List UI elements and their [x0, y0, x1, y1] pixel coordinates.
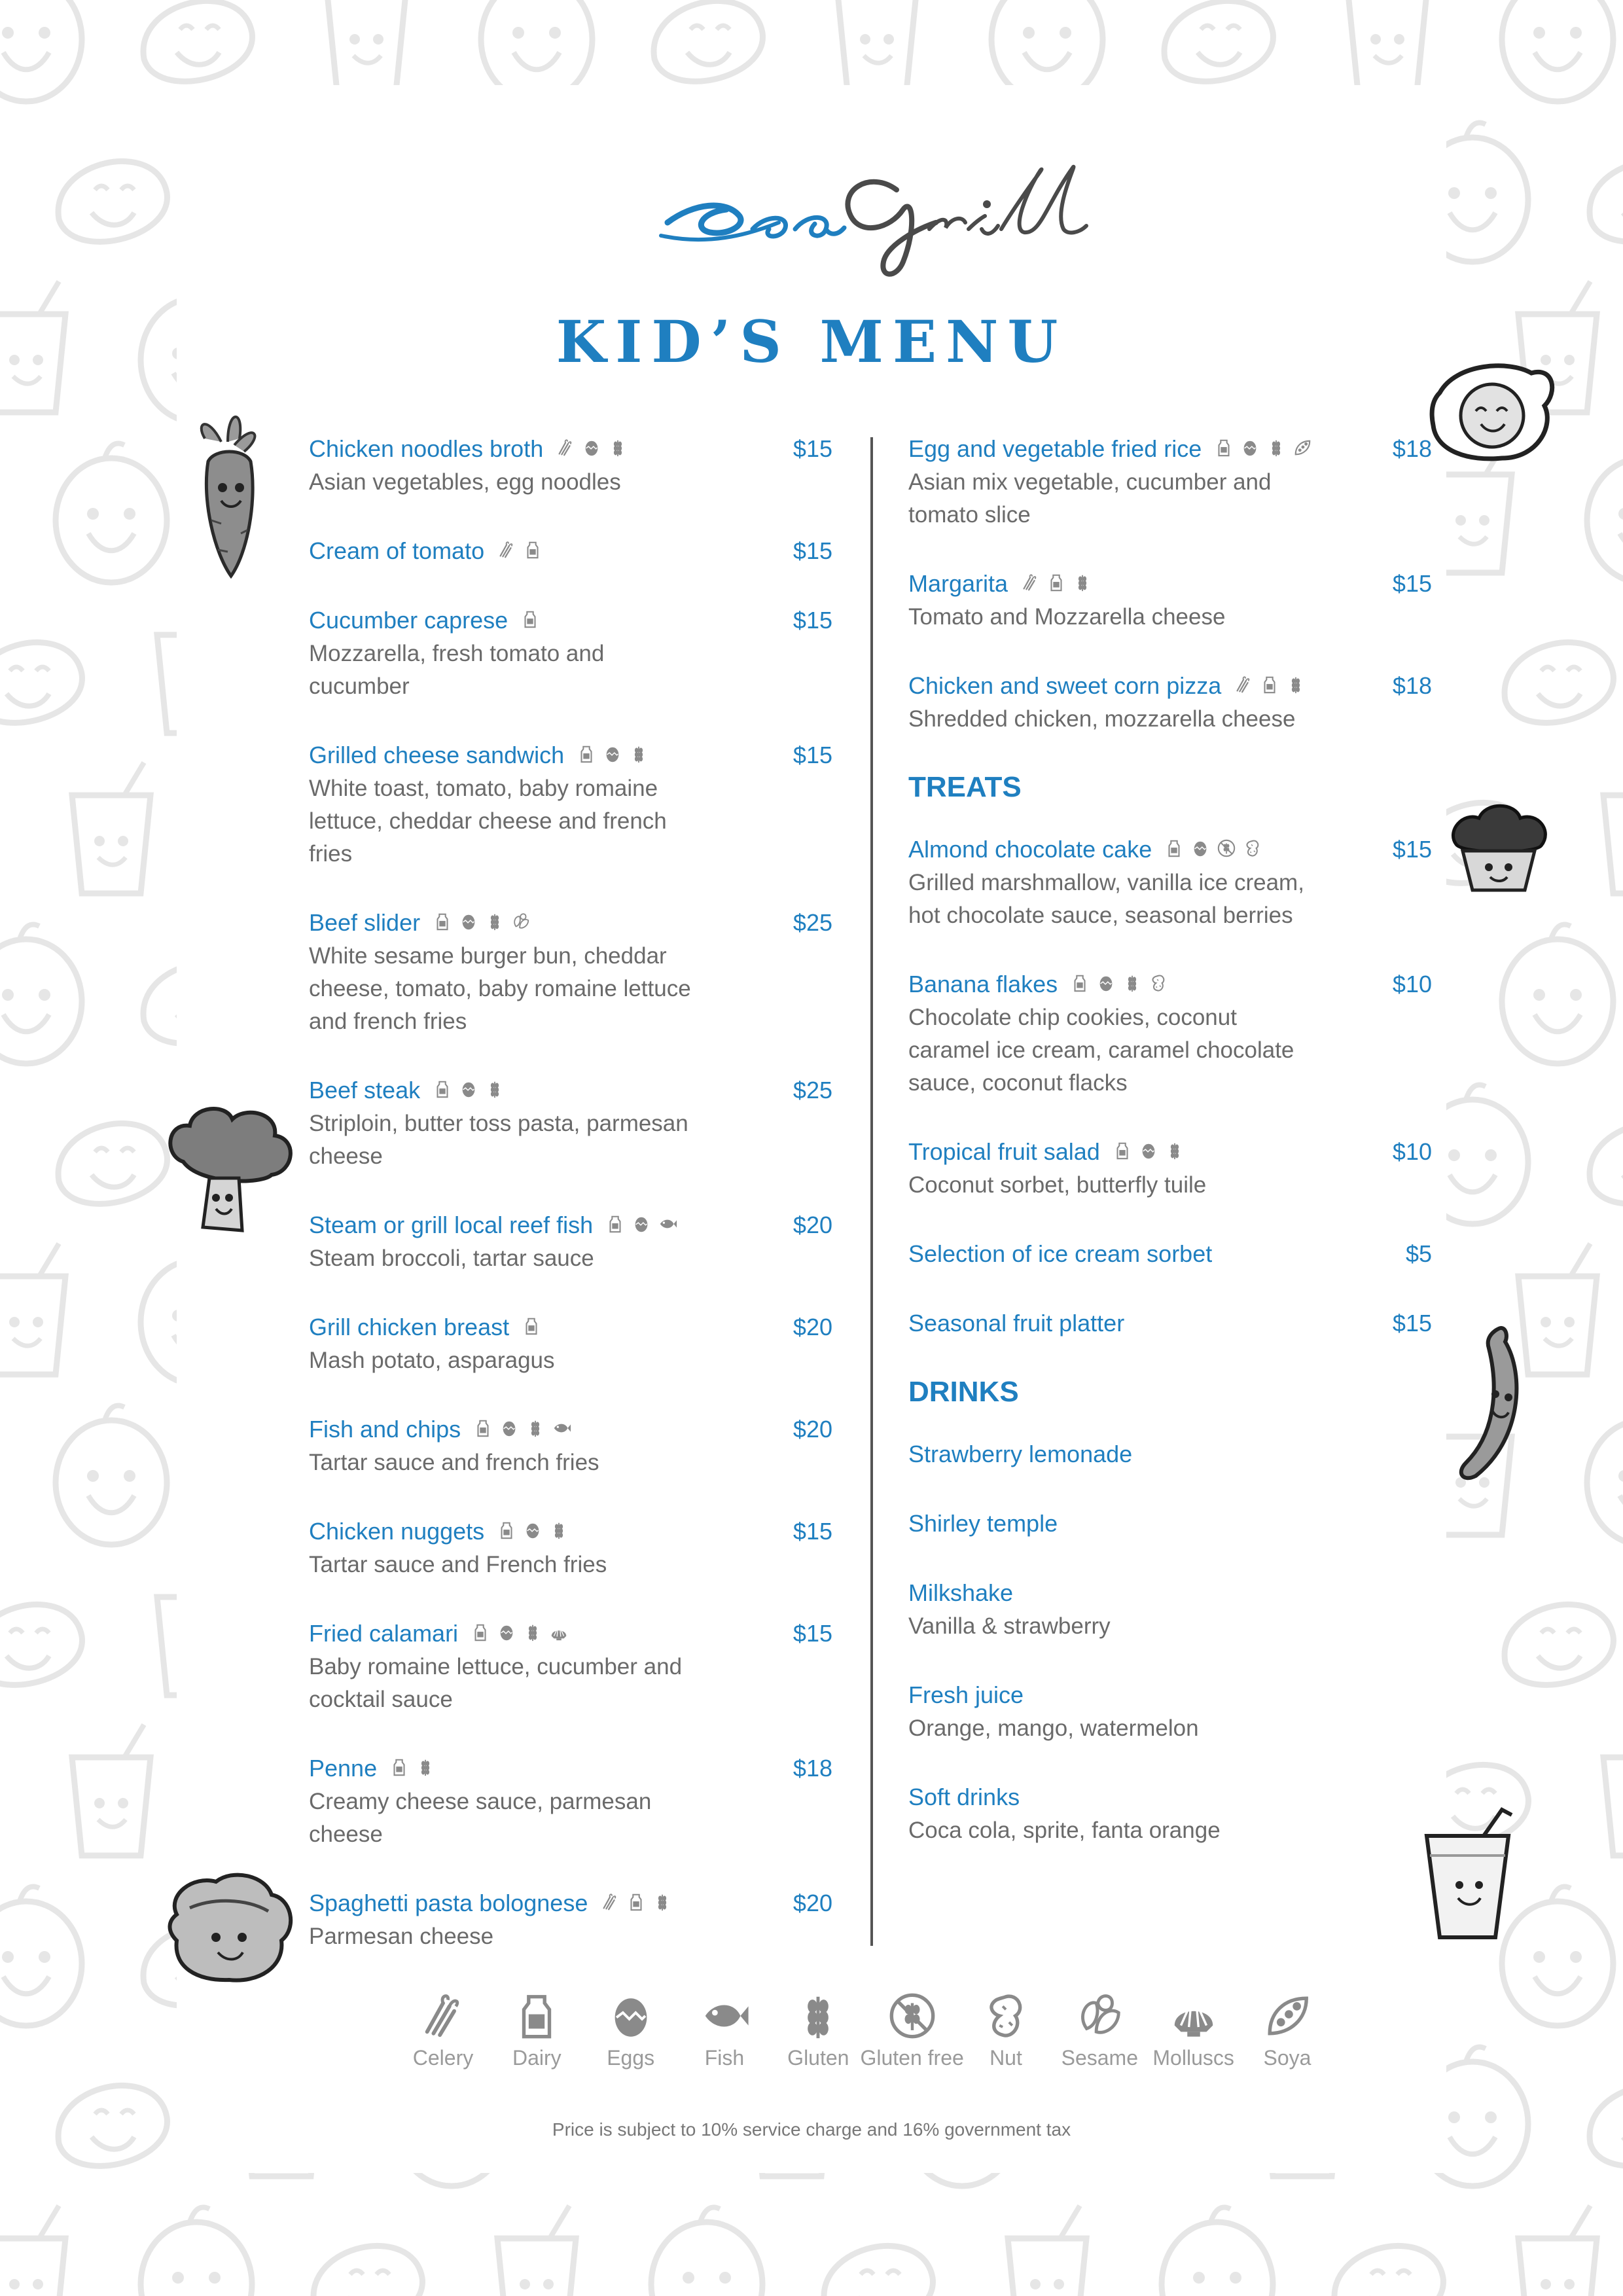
- item-price: $15: [793, 1620, 832, 1647]
- item-price: $25: [793, 1077, 832, 1103]
- menu-item: [309, 1412, 832, 1479]
- item-name: Spaghetti pasta bolognese: [309, 1890, 588, 1916]
- broccoli-mascot-illustration: [164, 1103, 301, 1240]
- doodle-face: [1502, 925, 1613, 1064]
- gluten-icon: [1286, 675, 1306, 698]
- item-price: $15: [793, 1518, 832, 1545]
- soya-icon: [1261, 1990, 1313, 2042]
- celery-icon: [1020, 573, 1040, 596]
- eggs-icon: [497, 1623, 516, 1645]
- item-name: Milkshake: [908, 1579, 1014, 1606]
- allergen-icons: [429, 1079, 508, 1102]
- doodle-face: [56, 1406, 167, 1545]
- dairy-icon: [523, 540, 543, 563]
- eggs-icon: [1190, 838, 1210, 861]
- doodle-face: [0, 1887, 82, 2026]
- nut-icon: [1149, 973, 1168, 996]
- allergen-icons: [386, 1757, 438, 1780]
- doodle-face: [0, 0, 82, 101]
- menu-item: [908, 1678, 1432, 1745]
- doodle-face: [56, 444, 167, 583]
- gluten-icon: [485, 912, 505, 935]
- item-name: Seasonal fruit platter: [908, 1310, 1125, 1336]
- cabbage-mascot-illustration: [160, 1869, 301, 1986]
- doodle-face: [651, 2208, 762, 2296]
- menu-item: [908, 967, 1432, 1100]
- allergen-icons: [1230, 675, 1309, 698]
- nut-icon: [1243, 838, 1262, 861]
- item-description: Mash potato, asparagus: [309, 1348, 555, 1373]
- legend-label: Eggs: [607, 2046, 655, 2070]
- soya-icon: [1293, 438, 1312, 461]
- allergen-icons: [467, 1623, 572, 1645]
- menu-item: [309, 1886, 832, 1953]
- item-description: White sesame burger bun, cheddar cheese, tomato, baby romaine lettuce and french fries: [309, 943, 691, 1034]
- juice-mascot-illustration: [1414, 1803, 1531, 1947]
- gluten-icon: [526, 1418, 545, 1441]
- dairy-icon: [497, 1520, 516, 1543]
- doodle-face: [1603, 1725, 1623, 1856]
- doodle-face: [654, 1, 762, 81]
- gluten-icon: [416, 1757, 435, 1780]
- drinks-list: [908, 1437, 1432, 1847]
- item-name: Beef slider: [309, 909, 421, 936]
- item-description: Parmesan cheese: [309, 1924, 494, 1949]
- item-description: Tartar sauce and french fries: [309, 1450, 599, 1475]
- gluten-icon: [1073, 573, 1092, 596]
- legend-label: Sesame: [1061, 2046, 1138, 2070]
- column-divider: [870, 437, 873, 1946]
- doodle-face: [1590, 1123, 1623, 1204]
- fish-icon: [552, 1418, 571, 1441]
- menu-item: [309, 1751, 832, 1851]
- eggs-icon: [582, 438, 601, 461]
- item-name: Grill chicken breast: [309, 1314, 510, 1340]
- item-name: Cucumber caprese: [309, 607, 508, 634]
- menu-item: [908, 1135, 1432, 1202]
- item-price: $15: [793, 607, 832, 634]
- legend-label: Nut: [990, 2046, 1022, 2070]
- allergen-icons: [1017, 573, 1096, 596]
- treats-list: [908, 833, 1432, 1340]
- item-description: Striploin, butter toss pasta, parmesan cheese: [309, 1111, 688, 1169]
- dairy-icon: [1070, 973, 1090, 996]
- gluten-icon: [1266, 438, 1286, 461]
- banana-mascot-illustration: [1450, 1322, 1541, 1486]
- item-price: $15: [1392, 1310, 1432, 1336]
- molluscs-icon: [549, 1623, 569, 1645]
- eggs-icon: [605, 1990, 657, 2042]
- menu-item: [309, 1073, 832, 1173]
- item-name: Fresh juice: [908, 1681, 1024, 1708]
- allergen-icons: [1211, 438, 1315, 461]
- doodle-face: [327, 0, 406, 92]
- gluten-icon: [1165, 1141, 1185, 1164]
- legend-item-gluten: [776, 1990, 861, 2070]
- legend-item-celery: [401, 1990, 486, 2070]
- item-description: Vanilla & strawberry: [908, 1613, 1111, 1639]
- item-name: Grilled cheese sandwich: [309, 742, 565, 768]
- dairy-icon: [471, 1623, 490, 1645]
- dairy-icon: [1260, 675, 1279, 698]
- celery-icon: [417, 1990, 469, 2042]
- item-name: Strawberry lemonade: [908, 1441, 1133, 1467]
- dairy-icon: [389, 1757, 409, 1780]
- left-column: [309, 432, 832, 1988]
- gluten-icon: [792, 1990, 844, 2042]
- allergen-icons: [597, 1892, 675, 1915]
- legend-label: Soya: [1263, 2046, 1311, 2070]
- menu-item: [309, 1617, 832, 1716]
- legend-label: Molluscs: [1152, 2046, 1234, 2070]
- right-column: [908, 432, 1432, 1882]
- allergen-icons: [518, 1316, 544, 1339]
- brand-logo: [654, 137, 1113, 288]
- legend-label: Gluten: [787, 2046, 849, 2070]
- menu-title: KID’S MENU: [556, 308, 1067, 376]
- item-name: Chicken nuggets: [309, 1518, 485, 1545]
- item-price: $18: [793, 1755, 832, 1782]
- gluten-icon: [608, 438, 628, 461]
- dairy-icon: [1113, 1141, 1132, 1164]
- item-price: $20: [793, 1211, 832, 1238]
- item-description: Coconut sorbet, butterfly tuile: [908, 1172, 1207, 1198]
- nut-icon: [980, 1990, 1032, 2042]
- doodle-face: [1587, 1406, 1623, 1545]
- legend-item-soya: [1245, 1990, 1330, 2070]
- gluten-free-icon: [1217, 838, 1236, 861]
- menu-item: [908, 1507, 1432, 1541]
- sesame-icon: [511, 912, 531, 935]
- allergen-icons: [552, 438, 631, 461]
- doodle-face: [1590, 161, 1623, 242]
- gluten-icon: [523, 1623, 543, 1645]
- menu-item: [309, 906, 832, 1038]
- menu-item: [908, 833, 1432, 932]
- doodle-face: [1334, 2246, 1443, 2296]
- gluten-icon: [485, 1079, 505, 1102]
- celery-icon: [497, 540, 516, 563]
- item-price: $5: [1405, 1240, 1432, 1267]
- legend-label: Gluten free: [860, 2046, 964, 2070]
- allergen-icons: [470, 1418, 575, 1441]
- menu-item: [908, 1780, 1432, 1847]
- dairy-icon: [577, 744, 596, 767]
- doodle-face: [72, 1725, 151, 1856]
- item-description: Mozzarella, fresh tomato and cucumber: [309, 641, 605, 699]
- item-price: $10: [1392, 971, 1432, 997]
- item-price: $20: [793, 1416, 832, 1443]
- dairy-icon: [433, 1079, 452, 1102]
- doodle-face: [58, 161, 167, 242]
- item-description: Tomato and Mozzarella cheese: [908, 604, 1226, 630]
- doodle-face: [0, 1244, 65, 1374]
- item-description: Chocolate chip cookies, coconut caramel ice cream, caramel chocolate sauce, coconut flacks: [908, 1005, 1294, 1096]
- menu-item: [908, 1306, 1432, 1340]
- legend-item-eggs: [588, 1990, 673, 2070]
- dairy-icon: [1046, 573, 1066, 596]
- doodle-face: [1505, 1604, 1613, 1685]
- menu-item: [908, 567, 1432, 634]
- item-description: Baby romaine lettuce, cucumber and cocktail sauce: [309, 1654, 683, 1712]
- legend-label: Celery: [412, 2046, 474, 2070]
- dairy-icon: [510, 1990, 563, 2042]
- dairy-icon: [473, 1418, 493, 1441]
- gluten-icon: [652, 1892, 672, 1915]
- eggs-icon: [459, 1079, 478, 1102]
- doodle-face: [0, 1604, 82, 1685]
- item-name: Chicken and sweet corn pizza: [908, 672, 1222, 699]
- eggs-icon: [523, 1520, 543, 1543]
- item-name: Egg and vegetable fried rice: [908, 435, 1202, 462]
- menu-item: [309, 1208, 832, 1275]
- eggs-icon: [603, 744, 622, 767]
- doodle-face: [141, 2208, 252, 2296]
- celery-icon: [556, 438, 575, 461]
- item-price: $10: [1392, 1138, 1432, 1165]
- fish-icon: [698, 1990, 751, 2042]
- item-description: Shredded chicken, mozzarella cheese: [908, 706, 1296, 732]
- price-footnote: Price is subject to 10% service charge and 16% government tax: [552, 2119, 1071, 2140]
- item-description: Asian mix vegetable, cucumber and tomato slice: [908, 469, 1272, 528]
- molluscs-icon: [1168, 1990, 1220, 2042]
- item-description: Creamy cheese sauce, parmesan cheese: [309, 1789, 652, 1847]
- item-price: $15: [793, 435, 832, 462]
- doodle-face: [0, 925, 82, 1064]
- item-name: Shirley temple: [908, 1510, 1058, 1537]
- item-name: Beef steak: [309, 1077, 421, 1103]
- item-price: $20: [793, 1314, 832, 1340]
- allergen-icons: [1161, 838, 1266, 861]
- item-name: Chicken noodles broth: [309, 435, 544, 462]
- item-price: $15: [793, 537, 832, 564]
- item-name: Cream of tomato: [309, 537, 485, 564]
- item-price: $25: [793, 909, 832, 936]
- doodle-face: [1162, 2208, 1273, 2296]
- doodle-face: [313, 2246, 422, 2296]
- fish-icon: [658, 1214, 677, 1237]
- doodle-face: [143, 1, 252, 81]
- item-description: Grilled marshmallow, vanilla ice cream, hot chocolate sauce, seasonal berries: [908, 870, 1304, 928]
- item-name: Tropical fruit salad: [908, 1138, 1100, 1165]
- drinks-heading: DRINKS: [908, 1376, 1019, 1408]
- menu-item: [908, 1576, 1432, 1643]
- sesame-icon: [1073, 1990, 1126, 2042]
- allergen-legend: [401, 1990, 1330, 2070]
- legend-item-nut: [963, 1990, 1048, 2070]
- item-description: Tartar sauce and French fries: [309, 1552, 607, 1577]
- dairy-icon: [605, 1214, 625, 1237]
- item-description: White toast, tomato, baby romaine lettuce, cheddar cheese and french fries: [309, 776, 667, 867]
- dairy-icon: [522, 1316, 541, 1339]
- menu-item: [309, 432, 832, 499]
- celery-icon: [1234, 675, 1253, 698]
- menu-item: [908, 1237, 1432, 1271]
- legend-item-molluscs: [1151, 1990, 1236, 2070]
- eggs-icon: [1096, 973, 1116, 996]
- dairy-icon: [433, 912, 452, 935]
- legend-item-sesame: [1057, 1990, 1142, 2070]
- allergen-icons: [493, 540, 546, 563]
- menu-item: [309, 1310, 832, 1377]
- menu-item: [908, 669, 1432, 736]
- doodle-face: [824, 2246, 933, 2296]
- doodle-face: [58, 1123, 167, 1204]
- legend-item-dairy: [494, 1990, 579, 2070]
- doodle-face: [1348, 0, 1427, 92]
- allergen-icons: [517, 609, 543, 632]
- dairy-icon: [1164, 838, 1184, 861]
- gluten-icon: [629, 744, 649, 767]
- item-price: $15: [793, 742, 832, 768]
- item-description: Steam broccoli, tartar sauce: [309, 1246, 594, 1271]
- item-name: Soft drinks: [908, 1784, 1020, 1810]
- menu-item: [309, 738, 832, 870]
- item-price: $15: [1392, 570, 1432, 597]
- doodle-face: [0, 642, 82, 723]
- doodle-face: [1502, 0, 1613, 101]
- item-name: Fish and chips: [309, 1416, 461, 1443]
- allergen-icons: [602, 1214, 681, 1237]
- item-description: Asian vegetables, egg noodles: [309, 469, 621, 495]
- item-description: Coca cola, sprite, fanta orange: [908, 1818, 1221, 1843]
- doodle-face: [838, 0, 916, 92]
- allergen-icons: [493, 1520, 572, 1543]
- doodle-face: [497, 2206, 576, 2296]
- item-name: Banana flakes: [908, 971, 1058, 997]
- doodle-face: [1587, 444, 1623, 583]
- gluten-icon: [1122, 973, 1142, 996]
- gluten-free-icon: [886, 1990, 938, 2042]
- muffin-mascot-illustration: [1443, 792, 1554, 903]
- eggs-icon: [499, 1418, 519, 1441]
- eggs-icon: [632, 1214, 651, 1237]
- legend-item-fish: [682, 1990, 767, 2070]
- menu-item: [908, 432, 1432, 531]
- item-price: $18: [1392, 435, 1432, 462]
- carrot-mascot-illustration: [182, 403, 274, 599]
- eggs-icon: [1240, 438, 1260, 461]
- menu-item: [309, 603, 832, 703]
- dairy-icon: [1214, 438, 1234, 461]
- item-name: Fried calamari: [309, 1620, 459, 1647]
- item-name: Steam or grill local reef fish: [309, 1211, 594, 1238]
- dairy-icon: [520, 609, 540, 632]
- item-name: Selection of ice cream sorbet: [908, 1240, 1213, 1267]
- item-name: Margarita: [908, 570, 1008, 597]
- dairy-icon: [626, 1892, 646, 1915]
- doodle-face: [1603, 762, 1623, 893]
- item-price: $20: [793, 1890, 832, 1916]
- doodle-face: [72, 762, 151, 893]
- doodle-face: [0, 2206, 65, 2296]
- menu-item: [309, 1515, 832, 1581]
- treats-heading: TREATS: [908, 771, 1022, 803]
- gluten-icon: [549, 1520, 569, 1543]
- doodle-face: [1518, 2206, 1597, 2296]
- legend-label: Fish: [704, 2046, 745, 2070]
- doodle-face: [1164, 1, 1273, 81]
- celery-icon: [600, 1892, 620, 1915]
- item-description: Orange, mango, watermelon: [908, 1715, 1199, 1741]
- allergen-icons: [1109, 1141, 1188, 1164]
- eggs-icon: [459, 912, 478, 935]
- item-name: Almond chocolate cake: [908, 836, 1152, 863]
- item-name: Penne: [309, 1755, 378, 1782]
- eggs-icon: [1139, 1141, 1158, 1164]
- doodle-face: [1505, 642, 1613, 723]
- allergen-icons: [573, 744, 652, 767]
- item-price: $15: [1392, 836, 1432, 863]
- menu-item: [908, 1437, 1432, 1471]
- legend-item-gluten-free: [860, 1990, 964, 2070]
- menu-item: [309, 534, 832, 568]
- item-price: $18: [1392, 672, 1432, 699]
- egg-mascot-illustration: [1423, 353, 1561, 478]
- doodle-face: [1008, 2206, 1086, 2296]
- right-main-items: [908, 432, 1432, 736]
- allergen-icons: [1067, 973, 1171, 996]
- legend-label: Dairy: [512, 2046, 562, 2070]
- allergen-icons: [429, 912, 534, 935]
